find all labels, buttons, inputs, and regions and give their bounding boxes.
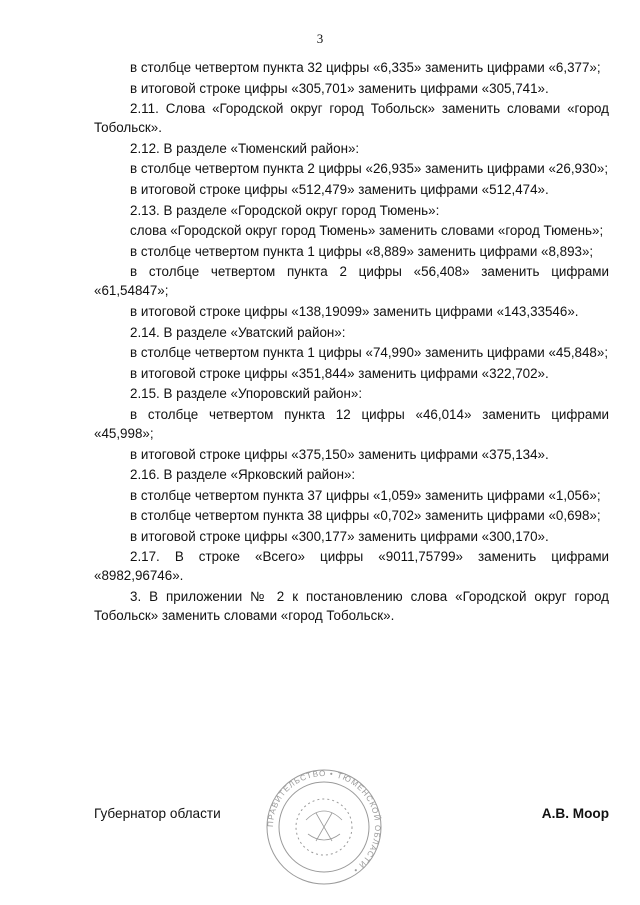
paragraph: в итоговой строке цифры «305,701» заменить цифрами «305,741».	[130, 80, 549, 96]
paragraph: 2.16. В разделе «Ярковский район»:	[130, 467, 356, 483]
paragraph: 2.15. В разделе «Упоровский район»:	[130, 386, 363, 402]
paragraph: в итоговой строке цифры «512,479» заменить цифрами «512,474».	[130, 181, 549, 197]
seal-text: ПРАВИТЕЛЬСТВО • ТЮМЕНСКОЙ ОБЛАСТИ •	[265, 768, 383, 876]
paragraph: в столбце четвертом пункта 1 цифры «8,889» заменить цифрами «8,893»;	[130, 243, 594, 259]
paragraph: в итоговой строке цифры «300,177» заменить цифрами «300,170».	[130, 528, 549, 544]
signer-name: А.В. Моор	[541, 806, 609, 821]
signer-title: Губернатор области	[94, 806, 221, 821]
paragraph: 2.13. В разделе «Городской округ город Тюмень»:	[130, 202, 440, 218]
paragraph: в столбце четвертом пункта 2 цифры «56,408» заменить цифрами «61,54847»;	[94, 264, 609, 299]
paragraph: в итоговой строке цифры «351,844» заменить цифрами «322,702».	[130, 365, 549, 381]
official-seal	[258, 768, 390, 886]
paragraph: в столбце четвертом пункта 32 цифры «6,335» заменить цифрами «6,377»;	[130, 60, 601, 75]
document-body	[94, 58, 609, 627]
paragraph: слова «Городской округ город Тюмень» заменить словами «город Тюмень»;	[130, 223, 604, 239]
paragraph: в столбце четвертом пункта 37 цифры «1,059» заменить цифрами «1,056»;	[130, 487, 601, 503]
paragraph: 2.17. В строке «Всего» цифры «9011,75799» заменить цифрами «8982,96746».	[94, 549, 609, 584]
paragraph: в столбце четвертом пункта 38 цифры «0,702» заменить цифрами «0,698»;	[130, 508, 601, 524]
paragraph: 3. В приложении № 2 к постановлению слова «Городской округ город Тобольск» заменить словами «город Тобольск».	[94, 589, 609, 624]
page-number: 3	[316, 31, 324, 46]
paragraph: в столбце четвертом пункта 12 цифры «46,014» заменить цифрами «45,998»;	[94, 406, 609, 441]
paragraph: 2.12. В разделе «Тюменский район»:	[130, 140, 360, 156]
paragraph: в итоговой строке цифры «138,19099» заменить цифрами «143,33546».	[130, 303, 579, 319]
paragraph: в итоговой строке цифры «375,150» заменить цифрами «375,134».	[130, 446, 549, 462]
paragraph: в столбце четвертом пункта 2 цифры «26,935» заменить цифрами «26,930»;	[130, 161, 609, 177]
paragraph: 2.11. Слова «Городской округ город Тобольск» заменить словами «город Тобольск».	[94, 101, 609, 136]
paragraph: 2.14. В разделе «Уватский район»:	[130, 324, 346, 340]
signature-block	[94, 806, 609, 826]
paragraph: в столбце четвертом пункта 1 цифры «74,990» заменить цифрами «45,848»;	[130, 345, 609, 361]
